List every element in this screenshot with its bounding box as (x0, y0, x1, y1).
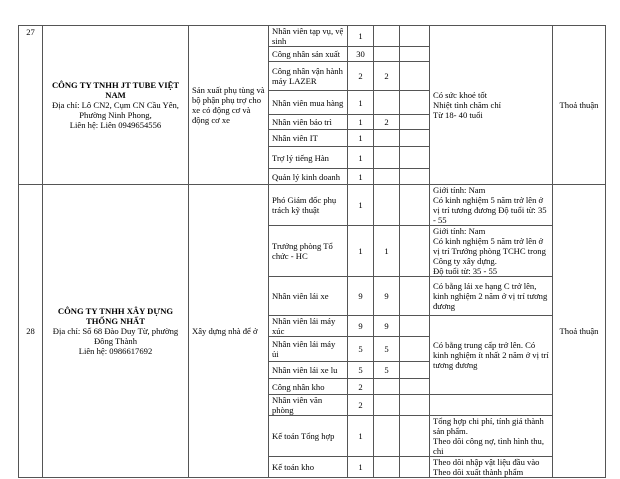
job-title: Nhân viên lái máy ủi (269, 337, 348, 362)
requirement-line: Độ tuổi từ: 35 - 55 (433, 266, 498, 276)
status-cell: Thoả thuận (553, 26, 606, 185)
table-row (19, 26, 606, 47)
job-female (374, 130, 400, 147)
job-qty: 1 (348, 226, 374, 277)
job-female: 2 (374, 62, 400, 91)
requirement-line: Theo dõi xuất thành phẩm (433, 467, 524, 477)
company-contact: Liên hệ: 0986617692 (78, 346, 153, 356)
job-female (374, 26, 400, 47)
requirements-cell (430, 26, 553, 185)
job-female: 9 (374, 277, 400, 316)
requirements-cell (430, 416, 553, 457)
company-contact: Liên hệ: Liên 0949654556 (69, 120, 162, 130)
job-female: 5 (374, 362, 400, 379)
job-qty: 1 (348, 91, 374, 115)
empty-cell (400, 62, 430, 91)
job-title: Nhân viên IT (269, 130, 348, 147)
job-title: Nhân viên lái máy xúc (269, 316, 348, 337)
requirement-line: Nhiệt tình chăm chỉ (433, 100, 502, 110)
status-cell: Thoả thuận (553, 185, 606, 478)
company-address: Địa chỉ: Lô CN2, Cụm CN Cầu Yên, Phường Ninh Phong, (52, 100, 179, 120)
job-qty: 1 (348, 115, 374, 130)
row-number: 27 (19, 26, 43, 185)
job-qty: 30 (348, 47, 374, 62)
job-female (374, 416, 400, 457)
requirements-cell (430, 457, 553, 478)
job-female (374, 185, 400, 226)
job-title: Công nhân sản xuất (269, 47, 348, 62)
table-row (19, 185, 606, 226)
job-title: Trợ lý tiếng Hàn (269, 147, 348, 169)
job-qty: 5 (348, 362, 374, 379)
job-qty: 5 (348, 337, 374, 362)
industry-cell: Sản xuất phụ tùng và bộ phận phụ trợ cho xe có động cơ và động cơ xe (189, 26, 269, 185)
empty-cell (400, 226, 430, 277)
empty-cell (400, 185, 430, 226)
job-qty: 9 (348, 277, 374, 316)
requirements-cell: Có bằng lái xe hạng C trở lên, kinh nghiệm 2 năm ở vị trí tương đương (430, 277, 553, 316)
company-name: CÔNG TY TNHH JT TUBE VIỆT NAM (51, 80, 180, 100)
job-qty: 1 (348, 457, 374, 478)
job-title: Nhân viên tạp vụ, vệ sinh (269, 26, 348, 47)
job-female: 1 (374, 226, 400, 277)
empty-cell (400, 379, 430, 395)
empty-cell (400, 395, 430, 416)
job-title: Kế toán Tổng hợp (269, 416, 348, 457)
job-title: Trưởng phòng Tổ chức - HC (269, 226, 348, 277)
job-title: Phó Giám đốc phụ trách kỹ thuật (269, 185, 348, 226)
empty-cell (400, 130, 430, 147)
job-female: 5 (374, 337, 400, 362)
requirement-line: Giới tính: Nam (433, 226, 486, 236)
requirement-line: Giới tính: Nam (433, 185, 486, 195)
requirements-cell (430, 185, 553, 226)
job-qty: 1 (348, 26, 374, 47)
job-title: Quản lý kinh doanh (269, 169, 348, 185)
requirement-line: Có kinh nghiệm 5 năm trở lên ở vị trí tương đương Độ tuổi từ: 35 - 55 (433, 195, 547, 225)
job-female (374, 47, 400, 62)
job-female (374, 91, 400, 115)
empty-cell (400, 316, 430, 337)
job-qty: 1 (348, 185, 374, 226)
job-title: Kế toán kho (269, 457, 348, 478)
job-qty: 1 (348, 416, 374, 457)
job-qty: 1 (348, 169, 374, 185)
job-title: Nhân viên mua hàng (269, 91, 348, 115)
empty-cell (400, 277, 430, 316)
empty-cell (400, 337, 430, 362)
industry-cell: Xây dựng nhà để ở (189, 185, 269, 478)
requirements-cell-empty (430, 395, 553, 416)
job-female (374, 169, 400, 185)
job-qty: 2 (348, 62, 374, 91)
job-qty: 1 (348, 147, 374, 169)
job-qty: 9 (348, 316, 374, 337)
company-address: Địa chỉ: Số 68 Đào Duy Từ, phường Đông Thành (52, 326, 179, 346)
requirement-line: Từ 18- 40 tuổi (433, 110, 483, 120)
empty-cell (400, 91, 430, 115)
requirements-cell (430, 226, 553, 277)
row-number: 28 (19, 185, 43, 478)
job-female: 2 (374, 115, 400, 130)
company-cell (43, 26, 189, 185)
job-female (374, 457, 400, 478)
job-title: Nhân viên văn phòng (269, 395, 348, 416)
job-table (18, 25, 606, 478)
requirement-line: Tổng hợp chi phí, tính giá thành sản phẩm. (433, 416, 544, 436)
job-title: Nhân viên lái xe lu (269, 362, 348, 379)
empty-cell (400, 362, 430, 379)
empty-cell (400, 47, 430, 62)
job-title: Nhân viên bảo trì (269, 115, 348, 130)
requirement-line: Theo dõi công nợ, tình hình thu, chi (433, 436, 545, 456)
job-qty: 1 (348, 130, 374, 147)
empty-cell (400, 416, 430, 457)
job-female (374, 379, 400, 395)
company-cell (43, 185, 189, 478)
empty-cell (400, 147, 430, 169)
requirements-cell: Có bằng trung cấp trở lên. Có kinh nghiệm ít nhất 2 năm ở vị trí tương đương (430, 316, 553, 395)
empty-cell (400, 115, 430, 130)
requirement-line: Có kinh nghiệm 5 năm trở lên ở vị trí Trưởng phòng TCHC trong Công ty xây dựng. (433, 236, 546, 266)
job-female (374, 147, 400, 169)
job-qty: 2 (348, 379, 374, 395)
requirement-line: Có sức khoẻ tốt (433, 90, 488, 100)
empty-cell (400, 457, 430, 478)
job-title: Công nhân vận hành máy LAZER (269, 62, 348, 91)
job-qty: 2 (348, 395, 374, 416)
job-female: 9 (374, 316, 400, 337)
job-title: Nhân viên lái xe (269, 277, 348, 316)
job-title: Công nhân kho (269, 379, 348, 395)
job-female (374, 395, 400, 416)
empty-cell (400, 26, 430, 47)
company-name: CÔNG TY TNHH XÂY DỰNG THỐNG NHẤT (57, 306, 174, 326)
requirement-line: Theo dõi nhập vật liệu đầu vào (433, 457, 540, 467)
empty-cell (400, 169, 430, 185)
